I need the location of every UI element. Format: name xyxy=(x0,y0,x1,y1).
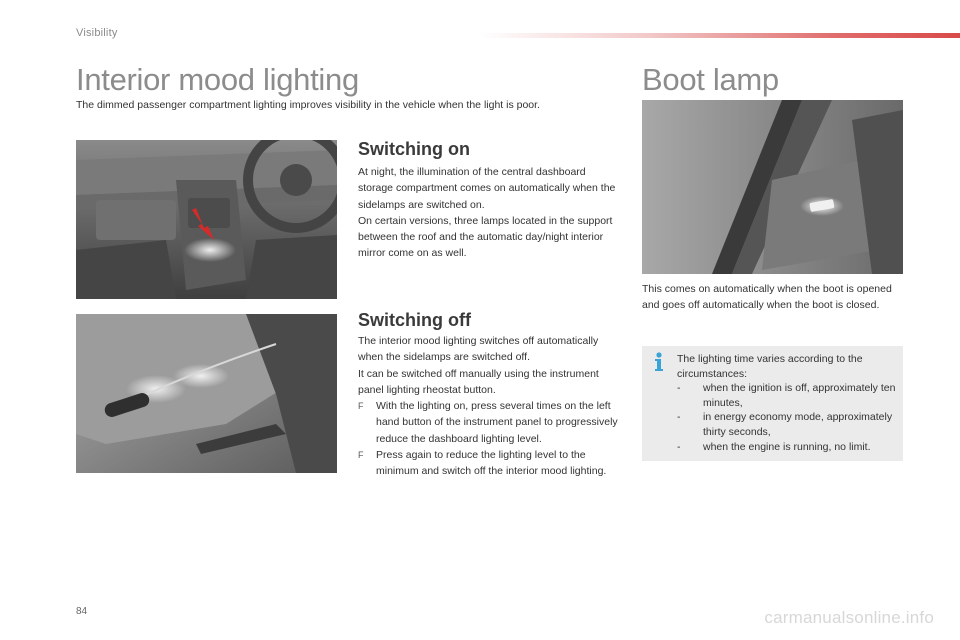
info-item-3-text: when the engine is running, no limit. xyxy=(703,440,871,453)
watermark: carmanualsonline.info xyxy=(764,608,934,627)
switching-on-text xyxy=(358,164,620,262)
page-number: 84 xyxy=(76,606,88,617)
boot-lamp-photo xyxy=(642,100,903,274)
switching-on-p2: On certain versions, three lamps located in the support between the roof and the automatic day/night interior mirror come on as well. xyxy=(358,214,613,260)
switching-off-p1: The interior mood lighting switches off automatically when the sidelamps are switched off. xyxy=(358,335,599,364)
header-accent-line xyxy=(480,33,960,38)
info-item-2-text: in energy economy mode, approximately thirty seconds, xyxy=(703,411,893,438)
switching-on-p1: At night, the illumination of the central dashboard storage compartment comes on automatically when the sidelamps are switched on. xyxy=(358,166,616,211)
info-icon xyxy=(652,352,666,372)
boot-title: Boot lamp xyxy=(642,62,779,97)
boot-text: This comes on automatically when the boot is opened and goes off automatically when the boot is closed. xyxy=(642,283,892,312)
info-box xyxy=(642,346,903,461)
dash-marker: - xyxy=(677,411,681,424)
bullet-2-text: Press again to reduce the lighting level to the minimum and switch off the interior mood lighting. xyxy=(376,449,607,478)
info-item-2 xyxy=(677,410,901,439)
bullet-1-text: With the lighting on, press several times on the left hand button of the instrument panel to progressively reduce the dashboard lighting level. xyxy=(376,400,618,445)
dash-marker: - xyxy=(677,440,681,453)
section-label: Visibility xyxy=(76,27,118,39)
switching-off-heading: Switching off xyxy=(358,310,471,330)
info-item-3 xyxy=(677,440,901,455)
dashboard-photo xyxy=(76,140,337,299)
interior-title: Interior mood lighting xyxy=(76,62,359,97)
pointing-hand-icon: F xyxy=(358,450,364,461)
switching-off-p2: It can be switched off manually using the instrument panel lighting rheostat button. xyxy=(358,367,599,396)
roof-lamps-photo xyxy=(76,314,337,473)
info-lead: The lighting time varies according to the circumstances: xyxy=(677,353,863,380)
info-item-1 xyxy=(677,381,901,410)
switching-off-bullet-2 xyxy=(358,447,620,480)
switching-off-bullet-1 xyxy=(358,398,620,447)
dash-marker: - xyxy=(677,382,681,395)
switching-off-text xyxy=(358,333,620,480)
interior-intro: The dimmed passenger compartment lighting improves visibility in the vehicle when the light is poor. xyxy=(76,99,540,111)
pointing-hand-icon: F xyxy=(358,401,364,412)
info-text xyxy=(677,352,901,454)
switching-on-heading: Switching on xyxy=(358,139,470,159)
info-item-1-text: when the ignition is off, approximately ten minutes, xyxy=(703,382,896,409)
